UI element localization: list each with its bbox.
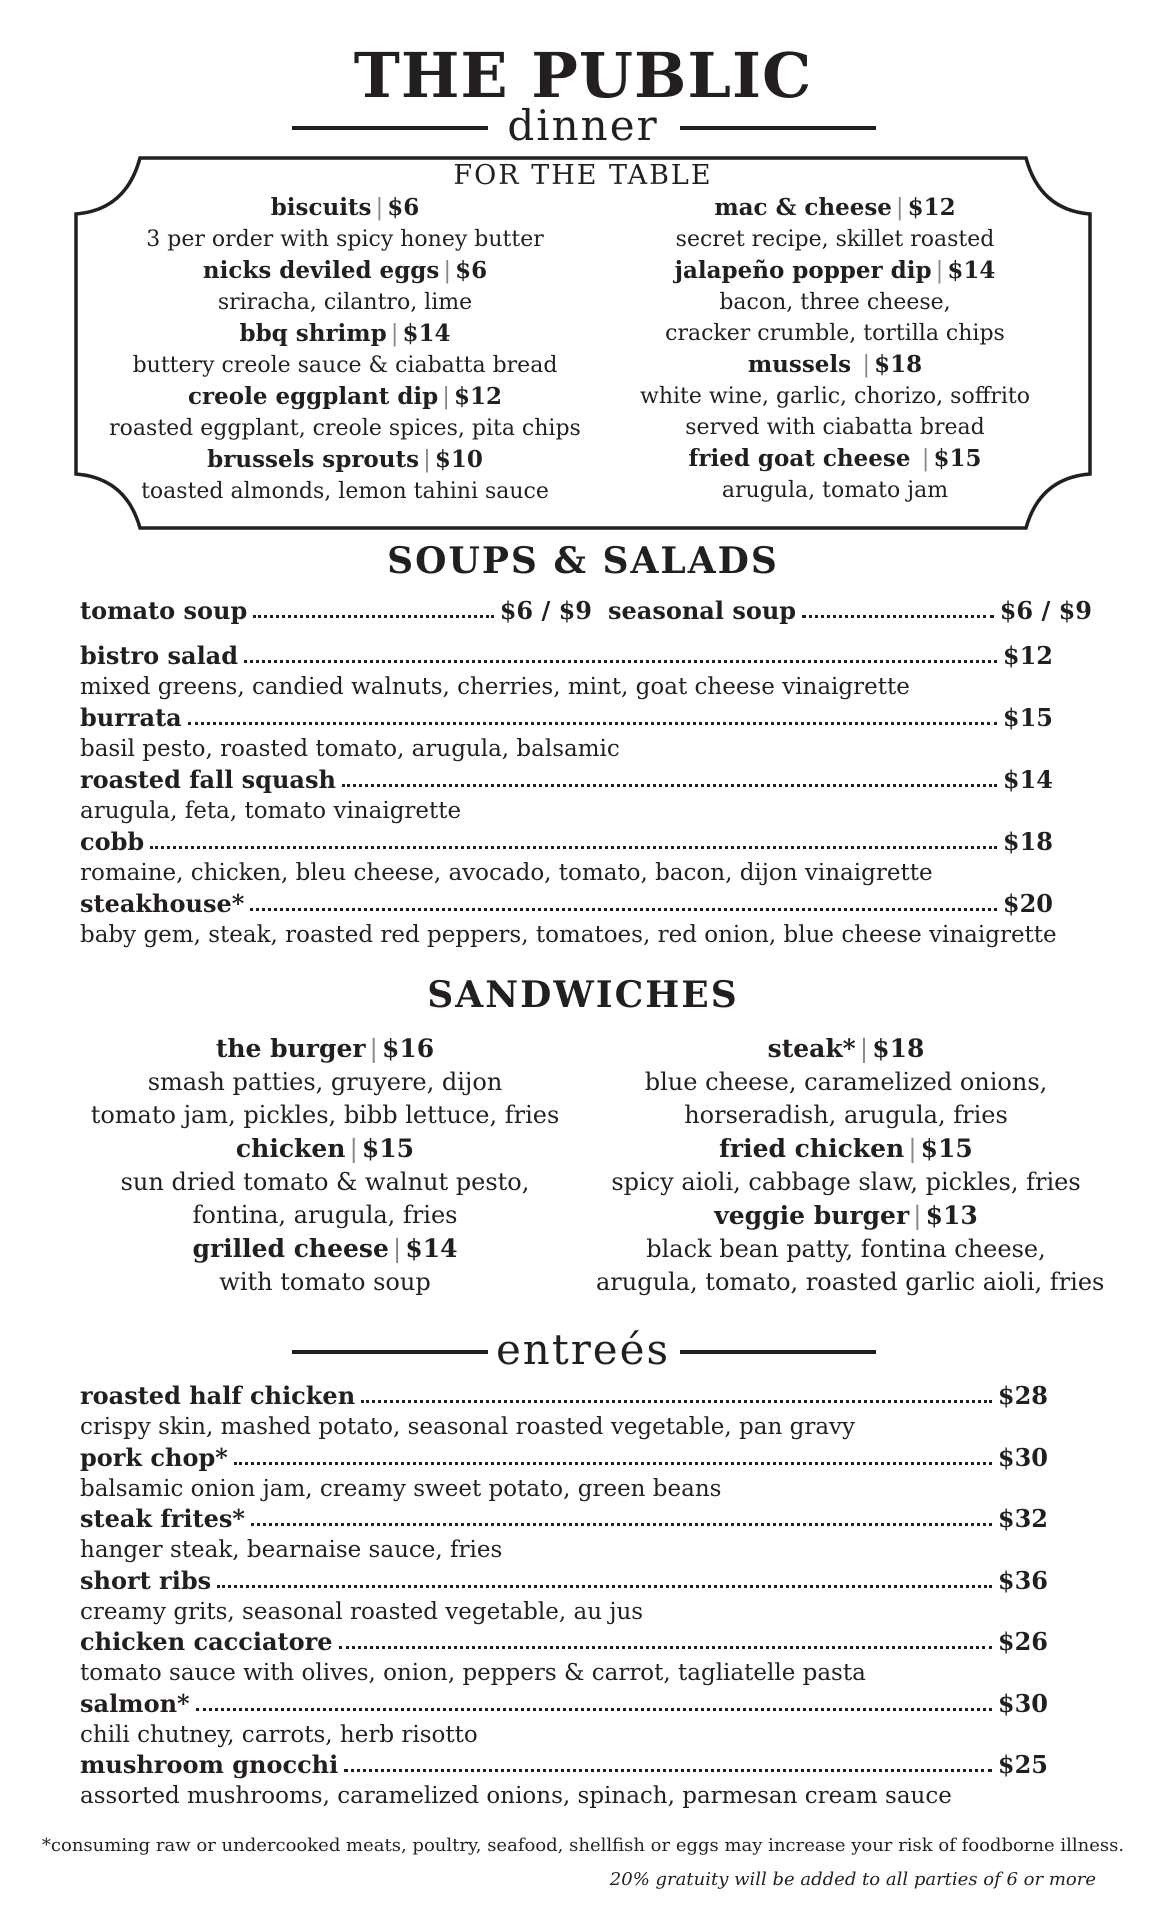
entrees-title: entreés: [495, 1325, 671, 1374]
menu-item-desc: sun dried tomato & walnut pesto,: [120, 1168, 530, 1196]
dot-leader: [344, 1769, 992, 1772]
dot-leader: [188, 722, 997, 725]
menu-item-desc: smash patties, gruyere, dijon: [147, 1068, 503, 1096]
salad-item: [80, 700, 1053, 764]
soups-salads-title: SOUPS & SALADS: [387, 540, 779, 582]
item-desc: crispy skin, mashed potato, seasonal roasted vegetable, pan gravy: [80, 1414, 856, 1440]
salad-item: [80, 824, 1053, 888]
salad-item: [80, 762, 1053, 826]
item-price: $28: [997, 1381, 1048, 1410]
menu-item-desc: black bean patty, fontina cheese,: [646, 1235, 1046, 1263]
dot-leader: [217, 1585, 992, 1588]
entree-item: [80, 1440, 1048, 1504]
menu-item-name: nicks deviled eggs | $6: [202, 257, 488, 284]
dot-leader: [802, 615, 994, 618]
item-price: $36: [997, 1566, 1048, 1595]
item-desc: baby gem, steak, roasted red peppers, tomatoes, red onion, blue cheese vinaigrette: [80, 922, 1057, 948]
item-name: short ribs: [80, 1566, 212, 1595]
menu-item-name: veggie burger | $13: [714, 1201, 978, 1230]
dot-leader: [250, 908, 997, 911]
item-name: salmon*: [80, 1689, 190, 1718]
dot-leader: [150, 846, 997, 849]
item-desc: romaine, chicken, bleu cheese, avocado, tomato, bacon, dijon vinaigrette: [80, 860, 933, 886]
entree-item: [80, 1501, 1048, 1565]
menu-item-name: grilled cheese | $14: [192, 1234, 458, 1263]
menu-item-name: brussels sprouts | $10: [207, 446, 483, 473]
dot-leader: [342, 784, 997, 787]
menu-item-desc: arugula, tomato, roasted garlic aioli, fries: [596, 1268, 1105, 1296]
menu-item-desc: with tomato soup: [219, 1268, 431, 1296]
item-price: $30: [997, 1443, 1048, 1472]
item-name: bistro salad: [80, 641, 239, 670]
entree-item: [80, 1563, 1048, 1627]
menu-item-desc: tomato jam, pickles, bibb lettuce, fries: [90, 1101, 560, 1129]
dot-leader: [196, 1708, 992, 1711]
item-desc: tomato sauce with olives, onion, peppers & carrot, tagliatelle pasta: [80, 1660, 866, 1686]
menu-item-desc: blue cheese, caramelized onions,: [644, 1068, 1048, 1096]
menu-item-name: mussels | $18: [747, 351, 923, 378]
item-name: mushroom gnocchi: [80, 1750, 339, 1779]
dot-leader: [234, 1462, 992, 1465]
for-the-table-title: FOR THE TABLE: [453, 160, 713, 191]
salad-item: [80, 638, 1053, 702]
item-price: $30: [997, 1689, 1048, 1718]
menu-item-desc: toasted almonds, lemon tahini sauce: [141, 479, 549, 504]
entree-item: [80, 1686, 1048, 1750]
sandwiches-right-column: [596, 1032, 1105, 1299]
item-price: $14: [1002, 765, 1053, 794]
soup-item: [80, 593, 592, 627]
menu-item-name: the burger | $16: [215, 1034, 435, 1063]
menu-item-desc: spicy aioli, cabbage slaw, pickles, fries: [611, 1168, 1081, 1196]
item-desc: basil pesto, roasted tomato, arugula, balsamic: [80, 736, 620, 762]
item-price: $20: [1002, 889, 1053, 918]
menu-item-desc: secret recipe, skillet roasted: [675, 227, 995, 252]
item-desc: balsamic onion jam, creamy sweet potato, green beans: [80, 1476, 722, 1502]
item-desc: arugula, feta, tomato vinaigrette: [80, 798, 462, 824]
menu-item-desc: roasted eggplant, creole spices, pita chips: [109, 416, 581, 441]
item-name: chicken cacciatore: [80, 1627, 333, 1656]
item-name: roasted half chicken: [80, 1381, 356, 1410]
restaurant-title: THE PUBLIC: [353, 39, 813, 112]
item-desc: hanger steak, bearnaise sauce, fries: [80, 1537, 503, 1563]
menu-item-desc: arugula, tomato jam: [721, 478, 949, 503]
for-the-table-left-column: [100, 192, 590, 507]
gratuity-note: 20% gratuity will be added to all parties of 6 or more: [609, 1869, 1096, 1890]
menu-item-name: jalapeño popper dip | $14: [674, 257, 996, 284]
dot-leader: [251, 1523, 992, 1526]
menu-item-name: steak* | $18: [767, 1034, 925, 1063]
item-price: $15: [1002, 703, 1053, 732]
soup-price: $6 / $9: [999, 596, 1092, 625]
menu-item-desc: buttery creole sauce & ciabatta bread: [132, 353, 558, 378]
entree-item: [80, 1378, 1048, 1442]
item-price: $32: [997, 1504, 1048, 1533]
menu-item-desc: bacon, three cheese,: [719, 290, 951, 315]
dot-leader: [244, 660, 997, 663]
menu-item-name: creole eggplant dip | $12: [187, 383, 502, 410]
soup-price: $6 / $9: [499, 596, 592, 625]
menu-item-desc: served with ciabatta bread: [685, 415, 985, 440]
dot-leader: [361, 1400, 992, 1403]
item-name: roasted fall squash: [80, 765, 336, 794]
item-desc: mixed greens, candied walnuts, cherries, mint, goat cheese vinaigrette: [80, 674, 910, 700]
item-price: $25: [997, 1750, 1048, 1779]
menu-item-name: fried chicken | $15: [719, 1134, 973, 1163]
menu-item-name: mac & cheese | $12: [714, 194, 956, 221]
entree-item: [80, 1624, 1048, 1688]
item-name: pork chop*: [80, 1443, 228, 1472]
foodborne-illness-disclaimer: *consuming raw or undercooked meats, poultry, seafood, shellfish or eggs may increase your risk of foodborne illness.: [41, 1835, 1125, 1856]
menu-item-name: bbq shrimp | $14: [239, 320, 451, 347]
salad-item: [80, 886, 1057, 950]
sandwiches-title: SANDWICHES: [427, 974, 739, 1016]
item-desc: chili chutney, carrots, herb risotto: [80, 1722, 478, 1748]
menu-item-desc: cracker crumble, tortilla chips: [665, 321, 1005, 346]
soup-name: seasonal soup: [608, 596, 797, 625]
menu-item-name: biscuits | $6: [270, 194, 420, 221]
item-name: burrata: [80, 703, 182, 732]
entree-item: [80, 1747, 1048, 1811]
menu-item-desc: sriracha, cilantro, lime: [217, 290, 473, 315]
menu-subtitle: dinner: [507, 101, 659, 150]
soup-item: [608, 593, 1092, 627]
item-desc: creamy grits, seasonal roasted vegetable, au jus: [80, 1599, 644, 1625]
item-name: steakhouse*: [80, 889, 245, 918]
sandwiches-left-column: [80, 1032, 570, 1299]
item-price: $18: [1002, 827, 1053, 856]
item-desc: assorted mushrooms, caramelized onions, spinach, parmesan cream sauce: [80, 1783, 952, 1809]
dot-leader: [339, 1646, 992, 1649]
item-price: $26: [997, 1627, 1048, 1656]
soup-name: tomato soup: [80, 596, 248, 625]
item-name: steak frites*: [80, 1504, 245, 1533]
item-price: $12: [1002, 641, 1053, 670]
for-the-table-right-column: [605, 192, 1065, 506]
menu-item-desc: horseradish, arugula, fries: [684, 1101, 1008, 1129]
menu-item-name: chicken | $15: [235, 1134, 415, 1163]
dot-leader: [253, 615, 493, 618]
item-name: cobb: [80, 827, 145, 856]
menu-item-desc: fontina, arugula, fries: [192, 1201, 458, 1229]
menu-item-name: fried goat cheese | $15: [688, 445, 982, 472]
entrees-title-rule: [0, 1325, 1166, 1374]
menu-item-desc: white wine, garlic, chorizo, soffrito: [640, 384, 1030, 409]
menu-item-desc: 3 per order with spicy honey butter: [146, 227, 544, 252]
